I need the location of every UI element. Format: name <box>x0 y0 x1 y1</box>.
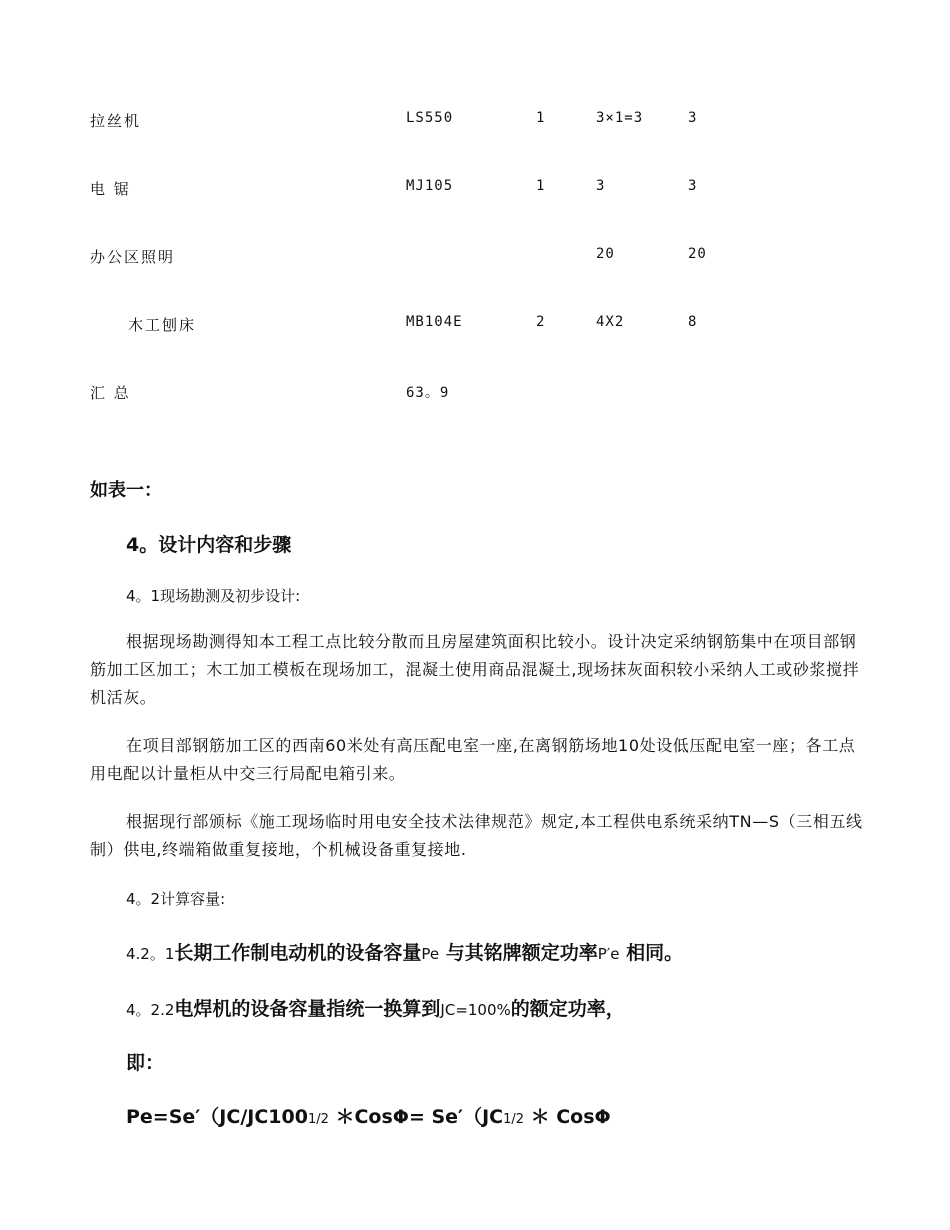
symbol-pe: Pe <box>421 945 440 963</box>
clause-number: 4。2.2 <box>126 1001 175 1019</box>
equipment-total: 20 <box>688 246 707 262</box>
section-title: 4。设计内容和步骤 <box>126 534 292 556</box>
clause-text: 与其铭牌额定功率 <box>439 942 598 964</box>
paragraph-regulation <box>90 808 870 864</box>
equipment-qty: 2 <box>536 314 546 330</box>
paragraph-text: 根据现场勘测得知本工程工点比较分散而且房屋建筑面积比较小。设计决定采纳钢筋集中在项目部钢筋加工区加工；木工加工模板在现场加工，混凝土使用商品混凝土,现场抹灰面积较小采纳人工或砂浆搅拌机活灰。 <box>90 632 860 707</box>
formula-line <box>126 1102 611 1129</box>
table-caption: 如表一： <box>90 480 162 501</box>
equipment-name: 办公区照明 <box>90 248 176 266</box>
equipment-power: 3×1=3 <box>596 110 644 126</box>
formula-exponent: 1/2 <box>503 1112 524 1127</box>
equipment-power: 20 <box>596 246 615 262</box>
equipment-total: 3 <box>688 178 698 194</box>
symbol-pe-prime: P′e <box>597 945 620 963</box>
paragraph-text: 在项目部钢筋加工区的西南60米处有高压配电室一座,在离钢筋场地10处设低压配电室一座；各工点用电配以计量柜从中交三行局配电箱引来。 <box>90 736 856 783</box>
equipment-name: 电 锯 <box>90 180 131 198</box>
formula-jc: JC=100% <box>440 1001 511 1019</box>
clause-text: 的额定功率， <box>510 998 625 1020</box>
subsection-4-1-title: 4。1现场勘测及初步设计: <box>126 587 301 605</box>
clause-text: 相同。 <box>619 942 684 964</box>
equipment-qty: 1 <box>536 178 546 194</box>
subsection-4-2-title: 4。2计算容量: <box>126 890 226 908</box>
equipment-name: 拉丝机 <box>90 112 142 130</box>
ji-label: 即： <box>126 1052 165 1074</box>
equipment-power: 4X2 <box>596 314 625 330</box>
paragraph-text: 根据现行部颁标《施工现场临时用电安全技术法律规范》规定,本工程供电系统采纳TN—S（三相五线制）供电,终端箱做重复接地，个机械设备重复接地. <box>90 812 863 859</box>
equipment-total: 3 <box>688 110 698 126</box>
summary-value: 63。9 <box>406 385 450 401</box>
summary-label: 汇 总 <box>90 384 131 402</box>
clause-text: 电焊机的设备容量指统一换算到 <box>174 998 441 1020</box>
equipment-power: 3 <box>596 178 606 194</box>
clause-4-2-1 <box>126 938 683 965</box>
clause-text: 长期工作制电动机的设备容量 <box>174 942 422 964</box>
table-row <box>0 314 950 344</box>
formula-part: Pe=Se′（JC/JC100 <box>126 1106 308 1128</box>
paragraph-site-survey <box>90 628 870 712</box>
equipment-model: MB104E <box>406 314 463 330</box>
equipment-model: MJ105 <box>406 178 454 194</box>
equipment-name: 木工刨床 <box>128 316 197 334</box>
table-row <box>0 110 950 140</box>
table-row <box>0 382 950 412</box>
equipment-model: LS550 <box>406 110 454 126</box>
formula-part: ＊ CosΦ <box>524 1106 611 1128</box>
equipment-qty: 1 <box>536 110 546 126</box>
paragraph-substation <box>90 732 870 788</box>
table-row <box>0 246 950 276</box>
equipment-total: 8 <box>688 314 698 330</box>
table-row <box>0 178 950 208</box>
clause-number: 4.2。1 <box>126 945 175 963</box>
formula-part: ＊CosΦ= Se′（JC <box>328 1106 504 1128</box>
clause-4-2-2 <box>126 994 625 1021</box>
formula-exponent: 1/2 <box>307 1112 329 1127</box>
